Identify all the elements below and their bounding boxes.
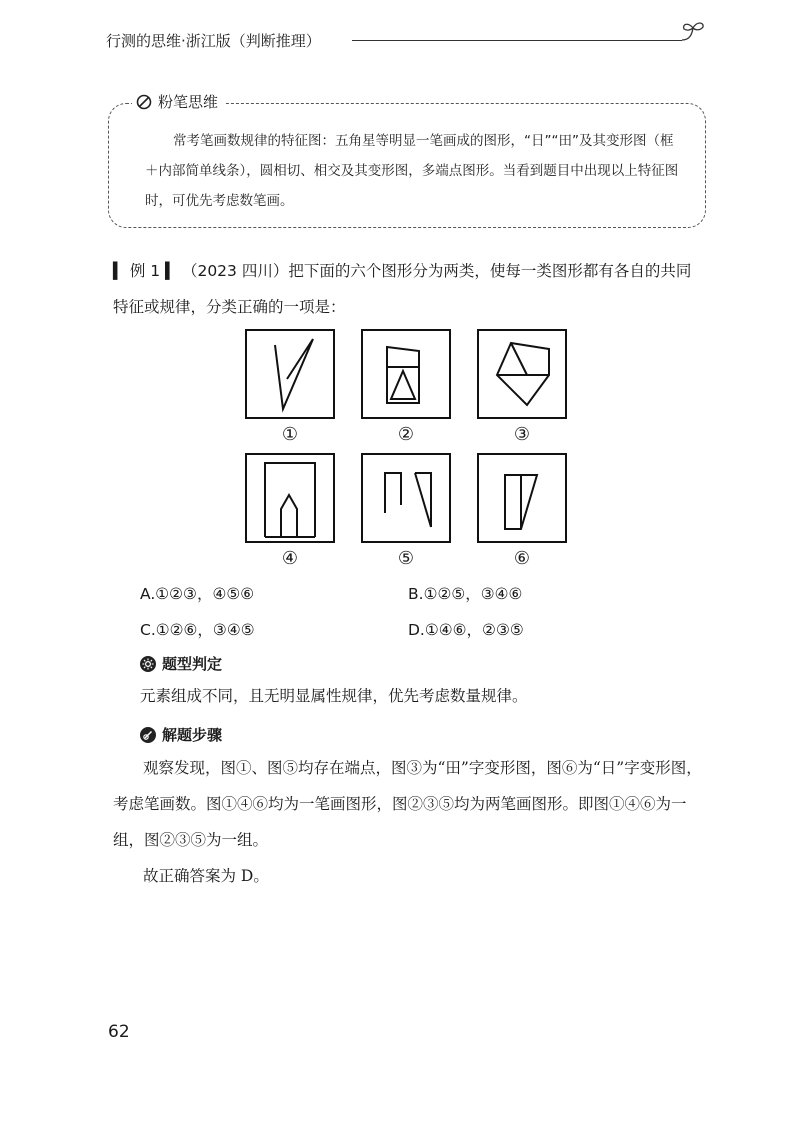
type-section-heading bbox=[140, 653, 222, 674]
option-b-label: B. bbox=[408, 585, 424, 603]
figure-4 bbox=[245, 453, 335, 543]
option-c-label: C. bbox=[140, 621, 156, 639]
page-number: 62 bbox=[108, 1022, 130, 1042]
thinking-paragraph: 常考笔画数规律的特征图：五角星等明显一笔画成的图形，“日”“田”及其变形图（框＋内部简单线条），圆相切、相交及其变形图，多端点图形。当看到题目中出现以上特征图时，可优先考虑数笔画。 bbox=[145, 133, 679, 209]
question-stem bbox=[113, 253, 693, 325]
option-b[interactable] bbox=[408, 582, 522, 604]
thinking-text bbox=[145, 126, 685, 216]
figure-label-3: ③ bbox=[513, 424, 531, 445]
thinking-label-text: 粉笔思维 bbox=[158, 93, 219, 111]
option-c-text: ①②⑥，③④⑤ bbox=[155, 621, 255, 639]
question-text: 把下面的六个图形分为两类，使每一类图形都有各自的共同特征或规律，分类正确的一项是： bbox=[113, 262, 692, 316]
running-header-title: 行测的思维·浙江版（判断推理） bbox=[106, 32, 321, 50]
solution-answer: 故正确答案为 D。 bbox=[143, 867, 269, 885]
figure-1 bbox=[245, 329, 335, 419]
option-d-text: ①④⑥，②③⑤ bbox=[424, 621, 524, 639]
solution-section-body bbox=[113, 750, 713, 894]
option-a-text: ①②③，④⑤⑥ bbox=[155, 585, 255, 603]
option-b-text: ①②⑤，③④⑥ bbox=[423, 585, 523, 603]
type-section-text: 元素组成不同，且无明显属性规律，优先考虑数量规律。 bbox=[140, 687, 528, 705]
figure-3 bbox=[477, 329, 567, 419]
question-mark-right: ▍ bbox=[165, 262, 178, 280]
figure-label-6: ⑥ bbox=[513, 548, 531, 569]
question-source: （2023 四川） bbox=[181, 262, 289, 280]
option-d[interactable] bbox=[408, 618, 524, 640]
figure-6 bbox=[477, 453, 567, 543]
figure-label-2: ② bbox=[397, 424, 415, 445]
option-d-label: D. bbox=[408, 621, 425, 639]
header-rule bbox=[352, 40, 682, 41]
question-mark-left: ▍ bbox=[113, 262, 125, 280]
sprout-icon bbox=[676, 18, 710, 48]
pen-icon bbox=[140, 727, 156, 743]
option-a-label: A. bbox=[140, 585, 156, 603]
thinking-label bbox=[132, 91, 224, 112]
question-tag: 例 1 bbox=[129, 262, 161, 280]
solution-section-heading bbox=[140, 724, 222, 745]
type-section-title: 题型判定 bbox=[162, 655, 223, 673]
option-c[interactable] bbox=[140, 618, 255, 640]
solution-section-title: 解题步骤 bbox=[162, 726, 223, 744]
no-sign-icon bbox=[136, 94, 152, 110]
figure-label-5: ⑤ bbox=[397, 548, 415, 569]
solution-text: 观察发现，图①、图⑤均存在端点，图③为“田”字变形图，图⑥为“日”字变形图，考虑笔画数。图①④⑥均为一笔画图形，图②③⑤均为两笔画图形。即图①④⑥为一组，图②③⑤为一组。 bbox=[113, 759, 702, 849]
figure-2 bbox=[361, 329, 451, 419]
figure-label-1: ① bbox=[281, 424, 299, 445]
figure-5 bbox=[361, 453, 451, 543]
figure-label-4: ④ bbox=[281, 548, 299, 569]
option-a[interactable] bbox=[140, 582, 254, 604]
sun-gear-icon bbox=[140, 656, 156, 672]
type-section-body bbox=[140, 678, 740, 714]
